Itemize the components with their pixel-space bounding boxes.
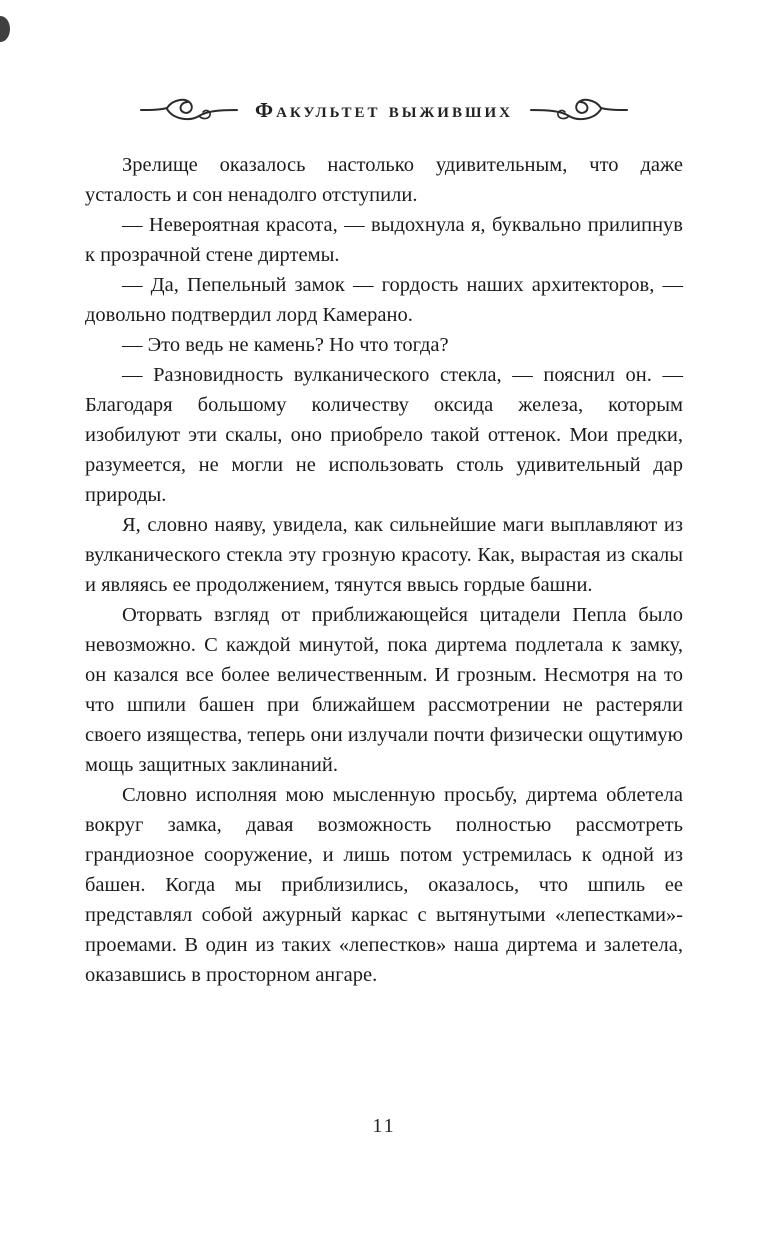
scan-artifact	[0, 16, 10, 42]
paragraph: — Да, Пепельный замок — гордость наших архитекторов, — довольно подтвердил лорд Камерано.	[85, 274, 683, 326]
page-body	[85, 150, 683, 990]
paragraph: Оторвать взгляд от приближающейся цитадели Пепла было невозможно. С каждой минутой, пока диртема подлетала к замку, он казался все более величественным. И грозным. Несмотря на то что шпили башен при ближайшем рассмотрении не растеряли своего изящества, теперь они излучали почти физически ощутимую мощь защитных заклинаний.	[85, 604, 683, 776]
page-title: Факультет выживших	[255, 97, 513, 122]
paragraph: — Разновидность вулканического стекла, — пояснил он. — Благодаря большому количеству оксида железа, которым изобилуют эти скалы, оно приобрело такой оттенок. Мои предки, разумеется, не могли не использовать столь удивительный дар природы.	[85, 364, 683, 506]
paragraph: Зрелище оказалось настолько удивительным, что даже усталость и сон ненадолго отступили.	[85, 154, 683, 206]
paragraph: Я, словно наяву, увидела, как сильнейшие маги выплавляют из вулканического стекла эту грозную красоту. Как, вырастая из скалы и являясь ее продолжением, тянутся ввысь гордые башни.	[85, 514, 683, 596]
chapter-header	[0, 96, 768, 124]
page-number: 11	[372, 1115, 396, 1137]
paragraph: — Это ведь не камень? Но что тогда?	[122, 334, 449, 356]
flourish-ornament-right	[529, 96, 629, 124]
paragraph: — Невероятная красота, — выдохнула я, буквально прилипнув к прозрачной стене диртемы.	[85, 214, 683, 266]
flourish-ornament-left	[139, 96, 239, 124]
paragraph: Словно исполняя мою мысленную просьбу, диртема облетела вокруг замка, давая возможность полностью рассмотреть грандиозное сооружение, и лишь потом устремилась к одной из башен. Когда мы приблизились, оказалось, что шпиль ее представлял собой ажурный каркас с вытянутыми «лепестками»-проемами. В один из таких «лепестков» наша диртема и залетела, оказавшись в просторном ангаре.	[85, 784, 683, 986]
